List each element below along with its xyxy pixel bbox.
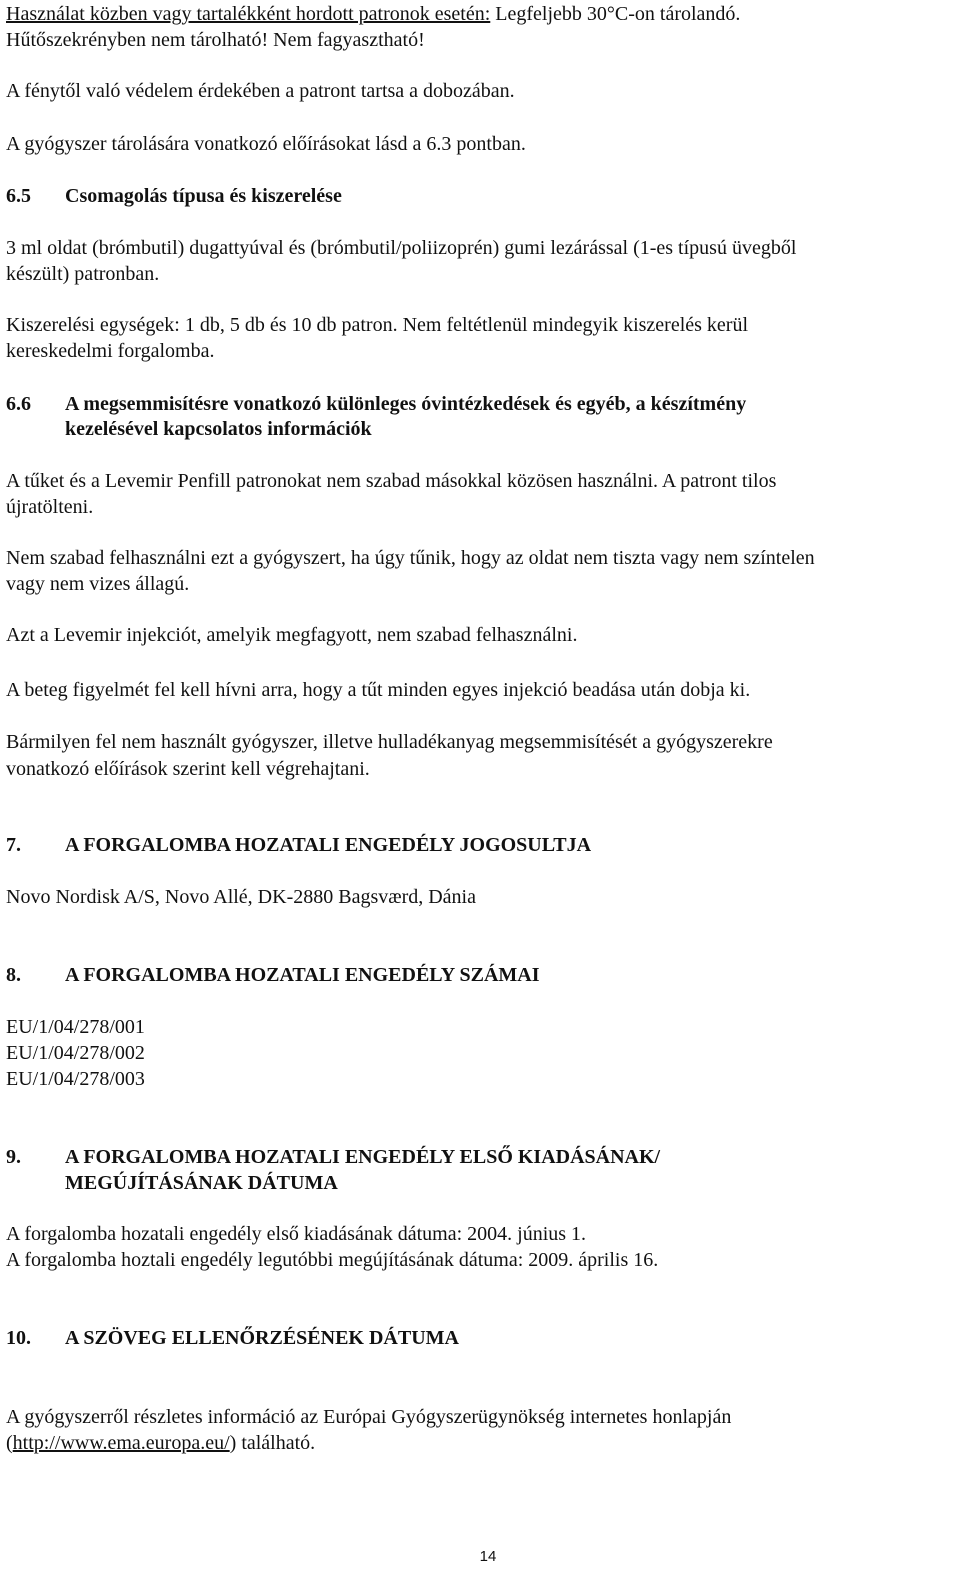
page-number: 14 (479, 1548, 497, 1565)
disposal-p2-line-1: Nem szabad felhasználni ezt a gyógyszert, ha úgy tűnik, hogy az oldat nem tiszta vagy nem színtelen (6, 547, 815, 569)
storage-light-protection: A fénytől való védelem érdekében a patront tartsa a dobozában. (6, 80, 515, 102)
authorisation-number: EU/1/04/278/001 (6, 1016, 145, 1038)
storage-line-2: Hűtőszekrényben nem tárolható! Nem fagyasztható! (6, 29, 425, 51)
pack-sizes-line-1: Kiszerelési egységek: 1 db, 5 db és 10 db patron. Nem feltétlenül mindegyik kiszerelés kerül (6, 314, 749, 336)
section-6-5-title: Csomagolás típusa és kiszerelése (65, 185, 342, 207)
storage-line-1 (6, 1, 740, 27)
authorisation-number: EU/1/04/278/003 (6, 1068, 145, 1090)
section-10-number: 10. (6, 1327, 31, 1349)
ema-info-line-1: A gyógyszerről részletes információ az Európai Gyógyszerügynökség internetes honlapján (6, 1406, 732, 1428)
section-7-number: 7. (6, 834, 21, 856)
storage-in-use-label: Használat közben vagy tartalékként hordott patronok esetén: (6, 3, 491, 25)
section-9-title-line-1: A FORGALOMBA HOZATALI ENGEDÉLY ELSŐ KIADÁSÁNAK/ (65, 1146, 661, 1168)
disposal-p4: A beteg figyelmét fel kell hívni arra, hogy a tűt minden egyes injekció beadása után dobja ki. (6, 679, 751, 701)
packaging-text-line-1: 3 ml oldat (brómbutil) dugattyúval és (brómbutil/poliizoprén) gumi lezárással (1-es típusú üvegből (6, 237, 797, 259)
authorisation-number: EU/1/04/278/002 (6, 1042, 145, 1064)
disposal-p2-line-2: vagy nem vizes állagú. (6, 573, 190, 595)
storage-in-use-text: Legfeljebb 30°C-on tárolandó. (490, 3, 741, 25)
section-9-number: 9. (6, 1146, 21, 1168)
pack-sizes-line-2: kereskedelmi forgalomba. (6, 340, 215, 362)
renewal-date: A forgalomba hoztali engedély legutóbbi megújításának dátuma: 2009. április 16. (6, 1249, 659, 1271)
first-authorisation-date: A forgalomba hozatali engedély első kiadásának dátuma: 2004. június 1. (6, 1223, 587, 1245)
section-9-title-line-2: MEGÚJÍTÁSÁNAK DÁTUMA (65, 1172, 338, 1194)
disposal-p1-line-2: újratölteni. (6, 496, 94, 518)
ema-info-open-paren: ( (6, 1432, 13, 1454)
ema-info-line-2 (6, 1430, 315, 1456)
storage-reference: A gyógyszer tárolására vonatkozó előírásokat lásd a 6.3 pontban. (6, 133, 526, 155)
disposal-p3: Azt a Levemir injekciót, amelyik megfagyott, nem szabad felhasználni. (6, 624, 578, 646)
section-6-6-number: 6.6 (6, 393, 31, 415)
section-6-6-title-line-2: kezelésével kapcsolatos információk (65, 418, 372, 440)
ema-info-suffix: ) található. (229, 1432, 316, 1454)
section-6-6-title-line-1: A megsemmisítésre vonatkozó különleges óvintézkedések és egyéb, a készítmény (65, 393, 747, 415)
section-8-number: 8. (6, 964, 21, 986)
disposal-p1-line-1: A tűket és a Levemir Penfill patronokat nem szabad másokkal közösen használni. A patront tilos (6, 470, 777, 492)
disposal-p5-line-2: vonatkozó előírások szerint kell végrehajtani. (6, 758, 370, 780)
section-10-title: A SZÖVEG ELLENŐRZÉSÉNEK DÁTUMA (65, 1327, 459, 1349)
section-6-5-number: 6.5 (6, 185, 31, 207)
ema-website-link[interactable]: http://www.ema.europa.eu/ (12, 1432, 230, 1454)
packaging-text-line-2: készült) patronban. (6, 263, 160, 285)
disposal-p5-line-1: Bármilyen fel nem használt gyógyszer, illetve hulladékanyag megsemmisítését a gyógyszerekre (6, 731, 773, 753)
section-7-title: A FORGALOMBA HOZATALI ENGEDÉLY JOGOSULTJA (65, 834, 592, 856)
section-8-title: A FORGALOMBA HOZATALI ENGEDÉLY SZÁMAI (65, 964, 540, 986)
marketing-authorisation-holder: Novo Nordisk A/S, Novo Allé, DK-2880 Bagsværd, Dánia (6, 886, 476, 908)
